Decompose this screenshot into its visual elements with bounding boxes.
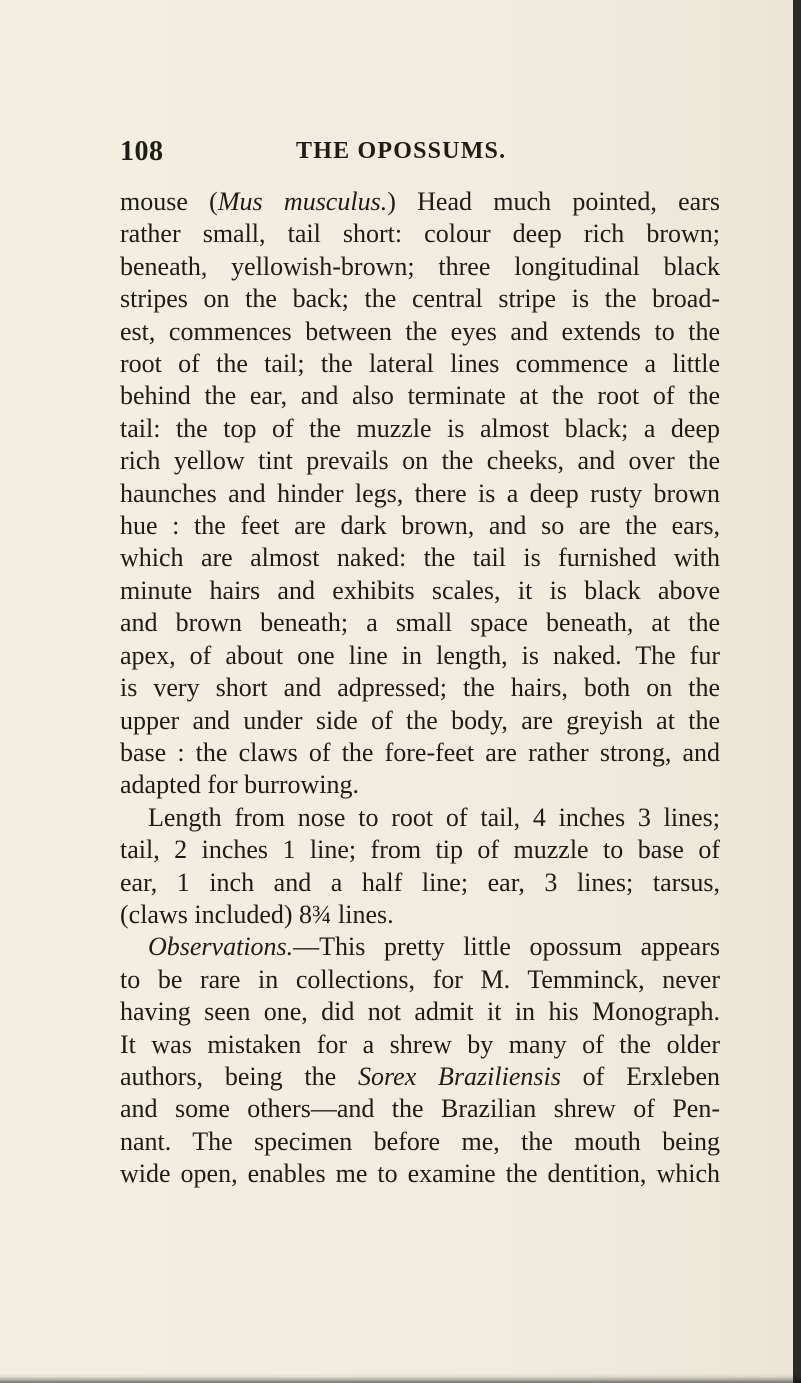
text-line: Observations.—This pretty little opossum appears bbox=[148, 932, 720, 962]
text-line: est, commences between the eyes and extends to the bbox=[120, 316, 720, 346]
text-line: wide open, enables me to examine the dentition, which bbox=[120, 1159, 720, 1189]
text-line: tail: the top of the muzzle is almost black; a deep bbox=[120, 413, 720, 443]
page-bottom-shadow bbox=[0, 1373, 801, 1383]
text-line: is very short and adpressed; the hairs, both on the bbox=[120, 673, 720, 703]
text-line: apex, of about one line in length, is naked. The fur bbox=[120, 640, 720, 670]
text-line: beneath, yellowish-brown; three longitudinal black bbox=[120, 251, 720, 281]
page-header bbox=[120, 136, 720, 170]
text-line: root of the tail; the lateral lines commence a little bbox=[120, 349, 720, 379]
text-line: haunches and hinder legs, there is a deep rusty brown bbox=[120, 478, 720, 508]
text-line: base : the claws of the fore-feet are rather strong, and bbox=[120, 737, 720, 767]
text-line: minute hairs and exhibits scales, it is black above bbox=[120, 575, 720, 605]
text-line: rich yellow tint prevails on the cheeks, and over the bbox=[120, 446, 720, 476]
running-head: THE OPOSSUMS. bbox=[296, 138, 507, 164]
page-number: 108 bbox=[120, 136, 164, 167]
text-line: It was mistaken for a shrew by many of the older bbox=[120, 1029, 720, 1059]
italic-term: Observations. bbox=[148, 932, 294, 962]
body-text bbox=[120, 186, 720, 1191]
italic-term: Mus musculus. bbox=[217, 187, 388, 216]
text-line: rather small, tail short: colour deep rich brown; bbox=[120, 219, 720, 249]
text-line: hue : the feet are dark brown, and so are the ears, bbox=[120, 511, 720, 541]
text-line: nant. The specimen before me, the mouth being bbox=[120, 1126, 720, 1156]
text-line: (claws included) 8¾ lines. bbox=[120, 899, 394, 929]
text-line: adapted for burrowing. bbox=[120, 770, 359, 800]
text-line: ear, 1 inch and a half line; ear, 3 lines; tarsus, bbox=[120, 867, 720, 897]
text-line: mouse (Mus musculus.) Head much pointed, ears bbox=[120, 187, 721, 216]
text-line: behind the ear, and also terminate at the root of the bbox=[120, 381, 720, 411]
italic-term: Sorex Braziliensis bbox=[358, 1061, 561, 1091]
text-line: stripes on the back; the central stripe is the broad- bbox=[120, 284, 720, 314]
text-line: upper and under side of the body, are greyish at the bbox=[120, 705, 720, 735]
text-line: which are almost naked: the tail is furnished with bbox=[120, 543, 720, 573]
text-line: authors, being the Sorex Braziliensis of Erxleben bbox=[120, 1061, 720, 1091]
text-line: and brown beneath; a small space beneath, at the bbox=[120, 608, 720, 638]
text-line: having seen one, did not admit it in his Monograph. bbox=[120, 997, 720, 1027]
text-line: tail, 2 inches 1 line; from tip of muzzle to base of bbox=[120, 835, 720, 865]
text-line: Length from nose to root of tail, 4 inches 3 lines; bbox=[148, 802, 720, 832]
text-line: to be rare in collections, for M. Temminck, never bbox=[120, 964, 720, 994]
text-line: and some others—and the Brazilian shrew of Pen- bbox=[120, 1094, 720, 1124]
page-edge-shadow bbox=[793, 0, 801, 1383]
